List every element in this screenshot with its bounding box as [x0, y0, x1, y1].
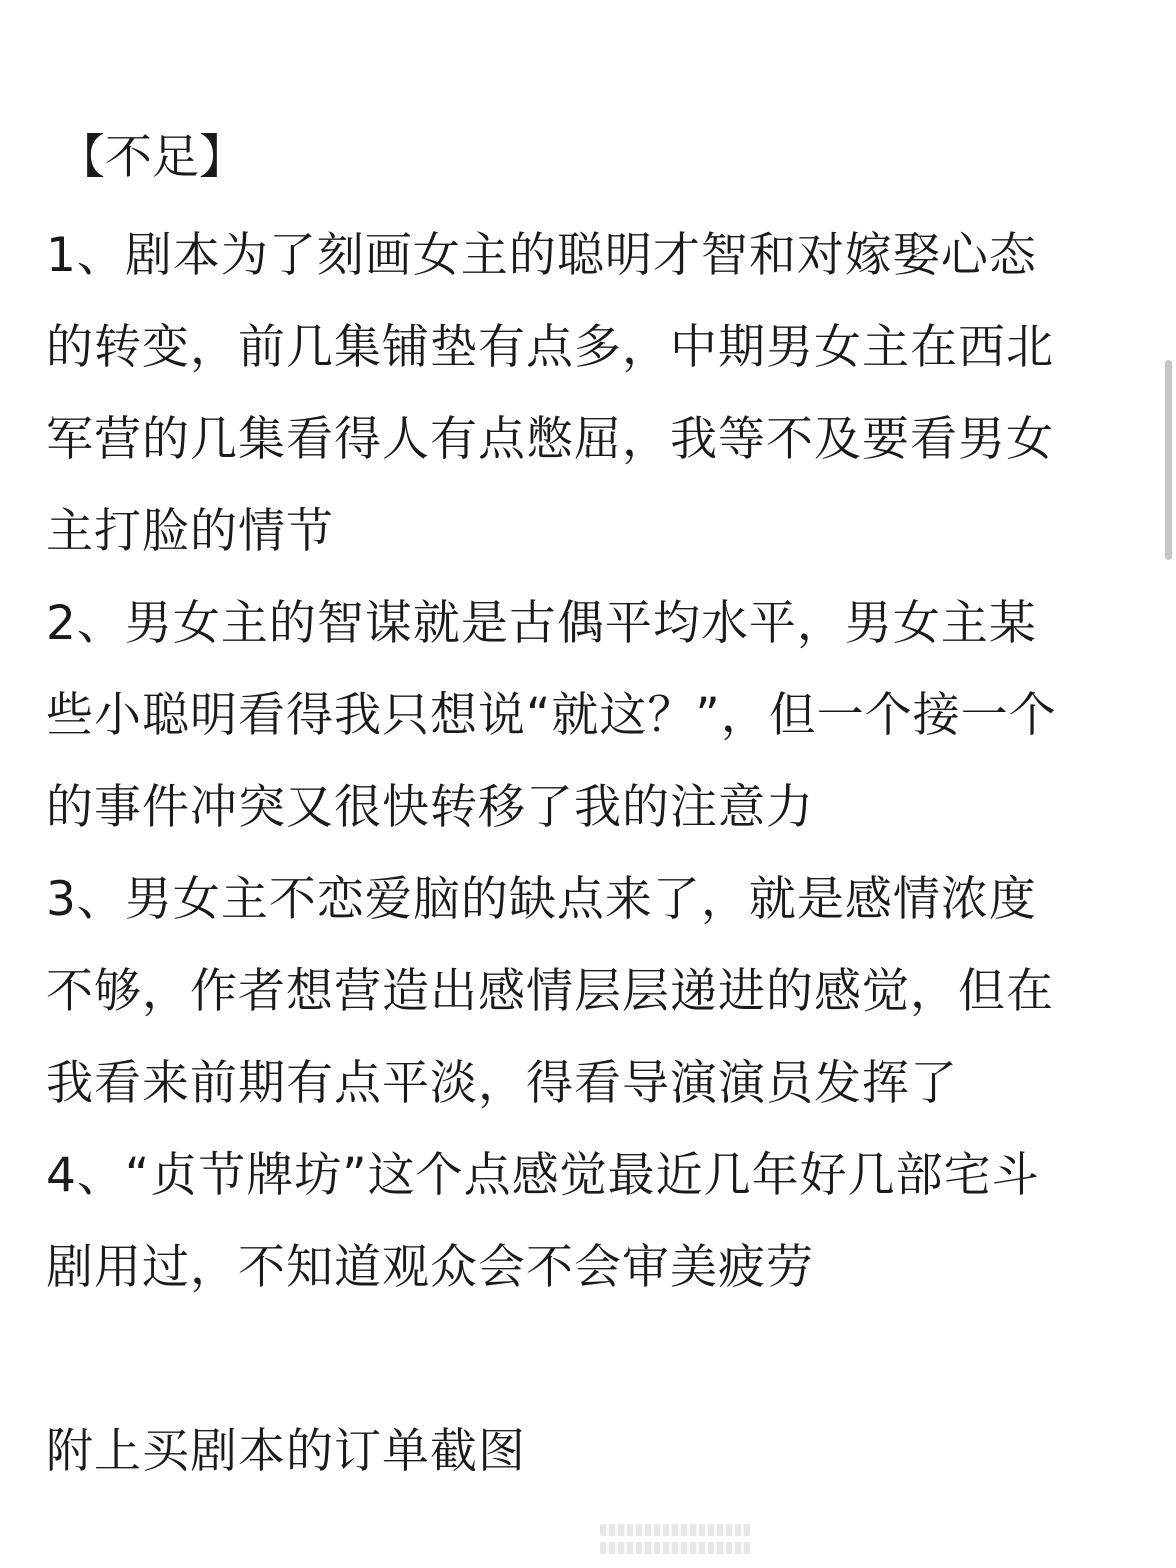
paragraph-spacer: [46, 1314, 1136, 1406]
watermark-bar: [600, 1524, 750, 1536]
watermark-bar: [600, 1542, 750, 1554]
text-line: 的转变，前几集铺垫有点多，中期男女主在西北: [46, 320, 1054, 375]
text-line: 的事件冲突又很快转移了我的注意力: [46, 780, 814, 835]
text-line: 剧用过，不知道观众会不会审美疲劳: [46, 1240, 814, 1295]
text-line: 我看来前期有点平淡，得看导演演员发挥了: [46, 1056, 958, 1111]
text-line: 2、男女主的智谋就是古偶平均水平，男女主某: [46, 596, 1037, 651]
heading-spacer: [46, 118, 1136, 210]
text-line: 3、男女主不恋爱脑的缺点来了，就是感情浓度: [46, 872, 1037, 927]
text-line: 军营的几集看得人有点憋屈，我等不及要看男女: [46, 412, 1054, 467]
text-line: 4、“贞节牌坊”这个点感觉最近几年好几部宅斗: [46, 1148, 1040, 1203]
text-line: 主打脸的情节: [46, 504, 334, 559]
watermark: [600, 1520, 750, 1558]
scrollbar-thumb[interactable]: [1165, 360, 1172, 560]
post-body: [46, 118, 1136, 1498]
text-line: 不够，作者想营造出感情层层递进的感觉，但在: [46, 964, 1054, 1019]
text-line: 1、剧本为了刻画女主的聪明才智和对嫁娶心态: [46, 228, 1037, 283]
section-heading: 【不足】: [58, 130, 246, 185]
text-line: 些小聪明看得我只想说“就这？”，但一个接一个: [46, 688, 1057, 743]
footer-text: 附上买剧本的订单截图: [46, 1424, 526, 1479]
